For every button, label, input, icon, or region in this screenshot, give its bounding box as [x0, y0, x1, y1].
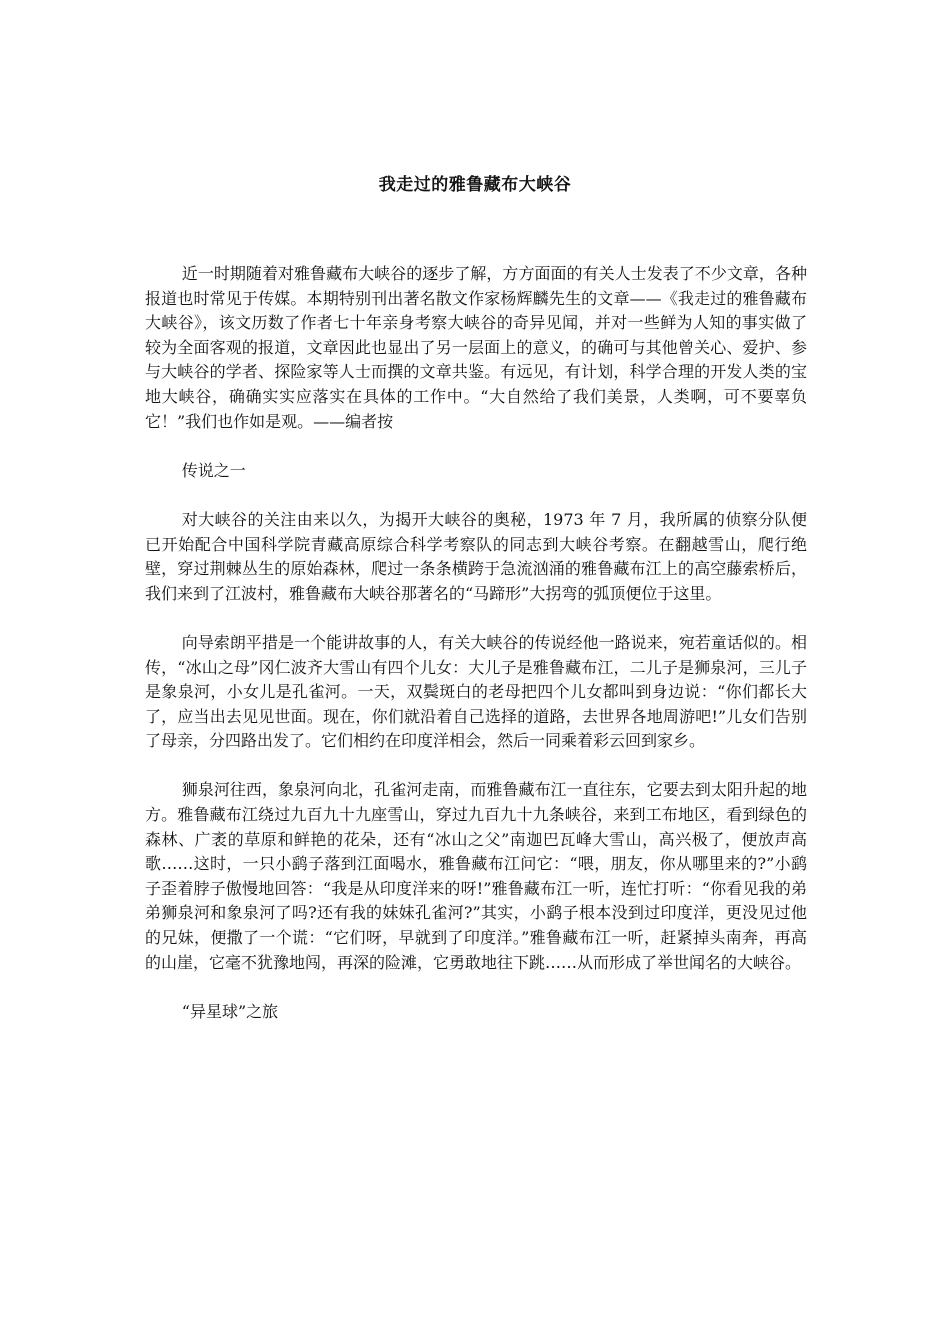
- article-title: 我走过的雅鲁藏布大峡谷: [378, 175, 572, 195]
- section-heading-alien-planet-trip: “异星球”之旅: [181, 1001, 279, 1021]
- body-paragraph: 向导索朗平措是一个能讲故事的人，有关大峡谷的传说经他一路说来，宛若童话似的。相传，“冰山之母”冈仁波齐大雪山有四个儿女：大儿子是雅鲁藏布江，二儿子是狮泉河，三儿子是象泉河，小女儿是孔雀河。一天，双鬓斑白的老母把四个儿女都叫到身边说：“你们都长大了，应当出去见见世面。现在，你们就沿着自己选择的道路，去世界各地周游吧!”儿女们告别了母亲，分四路出发了。它们相约在印度洋相会，然后一同乘着彩云回到家乡。: [145, 632, 807, 751]
- editor-note-paragraph: 近一时期随着对雅鲁藏布大峡谷的逐步了解，方方面面的有关人士发表了不少文章，各种报道也时常见于传媒。本期特别刊出著名散文作家杨辉麟先生的文章——《我走过的雅鲁藏布大峡谷》，该文历数了作者七十年亲身考察大峡谷的奇异见闻，并对一些鲜为人知的事实做了较为全面客观的报道，文章因此也显出了另一层面上的意义，的确可与其他曾关心、爱护、参与大峡谷的学者、探险家等人士而撰的文章共鉴。有远见，有计划，科学合理的开发人类的宝地大峡谷，确确实实应落实在具体的工作中。“大自然给了我们美景，人类啊，可不要辜负它！”我们也作如是观。——编者按: [145, 264, 807, 431]
- body-paragraph: 狮泉河往西，象泉河向北，孔雀河走南，而雅鲁藏布江一直往东，它要去到太阳升起的地方。雅鲁藏布江绕过九百九十九座雪山，穿过九百九十九条峡谷，来到工布地区，看到绿色的森林、广袤的草原和鲜艳的花朵，还有“冰山之父”南迦巴瓦峰大雪山，高兴极了，便放声高歌……这时，一只小鹞子落到江面喝水，雅鲁藏布江问它：“喂，朋友，你从哪里来的?”小鹞子歪着脖子傲慢地回答：“我是从印度洋来的呀!”雅鲁藏布江一听，连忙打听：“你看见我的弟弟狮泉河和象泉河了吗?还有我的妹妹孔雀河?”其实，小鹞子根本没到过印度洋，更没见过他的兄妹，便撒了一个谎：“它们呀，早就到了印度洋。”雅鲁藏布江一听，赶紧掉头南奔，再高的山崖，它毫不犹豫地闯，再深的险滩，它勇敢地往下跳……从而形成了举世闻名的大峡谷。: [145, 780, 807, 972]
- article-body: [145, 262, 807, 1049]
- body-paragraph: 对大峡谷的关注由来以久，为揭开大峡谷的奥秘，1973 年 7 月，我所属的侦察分队便已开始配合中国科学院青藏高原综合科学考察队的同志到大峡谷考察。在翻越雪山，爬行绝壁，穿过荆棘丛生的原始森林，爬过一条条横跨于急流汹涌的雅鲁藏布江上的高空藤索桥后，我们来到了江波村，雅鲁藏布大峡谷那著名的“马蹄形”大拐弯的弧顶便位于这里。: [145, 509, 807, 603]
- section-heading-legend-one: 传说之一: [181, 460, 246, 480]
